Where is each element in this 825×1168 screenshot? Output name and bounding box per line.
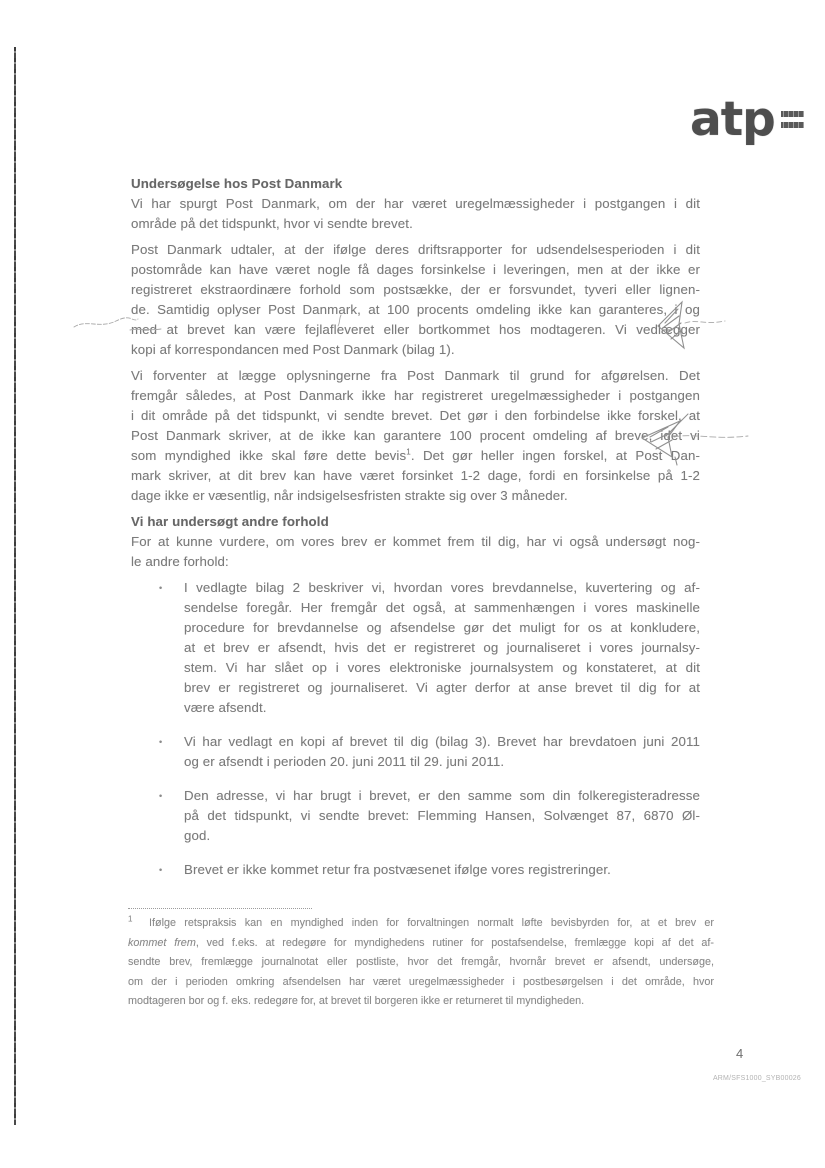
bullet-list bbox=[131, 578, 700, 880]
text-line: sendte brev, fremlægge journalnotat eller postliste, hvor det fremgår, hvornår brevet er afsendt, undersøge, bbox=[128, 956, 714, 968]
text-line: med at brevet kan være fejlafleveret eller bortkommet hos modtageren. Vi vedlægger bbox=[131, 322, 700, 337]
atp-logo-text: atp bbox=[690, 92, 775, 147]
text-line: være afsendt. bbox=[184, 700, 267, 715]
bullet-icon: • bbox=[159, 865, 163, 875]
text-line: at et brev er afsendt, hvis det er registreret og journaliseret i vores journalsy- bbox=[184, 640, 700, 655]
text-line: stem. Vi har slået op i vores elektroniske journalsystem og konstateret, at dit bbox=[184, 660, 700, 675]
letter-body bbox=[131, 174, 700, 894]
list-item-text bbox=[184, 732, 700, 772]
section-heading: Vi har undersøgt andre forhold bbox=[131, 514, 329, 529]
list-item-text bbox=[184, 860, 700, 880]
text-line: le andre forhold: bbox=[131, 554, 229, 569]
left-margin-pencil-line-icon bbox=[72, 310, 140, 334]
text-line: postområde kan have været nogle få dages forsinkelse i leveringen, men at der ikke er bbox=[131, 262, 700, 277]
text-line: Vi forventer at lægge oplysningerne fra Post Danmark til grund for afgørelsen. Det bbox=[131, 368, 700, 383]
text-line: procedure for brevdannelse og afsendelse gør det muligt for os at konkludere, bbox=[184, 620, 700, 635]
section-heading: Undersøgelse hos Post Danmark bbox=[131, 176, 343, 191]
scan-artifact-line bbox=[14, 47, 16, 1125]
list-item bbox=[131, 578, 700, 718]
text-line: dage ikke er væsentlig, når indsigelsesfristen strakte sig over 3 måneder. bbox=[131, 488, 568, 503]
footnote-text bbox=[128, 914, 714, 1012]
text-line: kopi af korrespondancen med Post Danmark (bilag 1). bbox=[131, 342, 455, 357]
text-line: som myndighed ikke skal føre dette bevis$^1$. Det gør heller ingen forskel, at Post Dan- bbox=[131, 447, 701, 463]
bullet-icon: • bbox=[159, 583, 163, 593]
text-line: registreret ekstraordinære forhold som postsække, der er forsvundet, tyveri eller lignen- bbox=[131, 282, 700, 297]
text-line: og er afsendt i perioden 20. juni 2011 til 29. juni 2011. bbox=[184, 754, 505, 769]
footnote-separator bbox=[128, 908, 312, 909]
paragraph bbox=[131, 532, 700, 572]
text-line: Brevet er ikke kommet retur fra postvæsenet ifølge vores registreringer. bbox=[184, 862, 611, 877]
text-line: I vedlagte bilag 2 beskriver vi, hvordan vores brevdannelse, kuvertering og af- bbox=[184, 580, 700, 595]
text-line: om der i perioden omkring afsendelsen har været uregelmæssigheder i postbesørgelsen i det område, hvor bbox=[128, 975, 714, 988]
text-line: de. Samtidig oplyser Post Danmark, at 100 procents omdeling ikke kan garanteres, i og bbox=[131, 302, 700, 317]
document-code: ARM/SFS1000_SYB00026 bbox=[712, 1075, 801, 1082]
list-item bbox=[131, 860, 700, 880]
text-line: kommet frem, ved f.eks. at redegøre for myndighedens rutiner for postafsendelse, fremlægge kopi af det af- bbox=[128, 936, 714, 949]
text-line: sendelse foregår. Her fremgår det også, at sammenhængen i vores maskinelle bbox=[184, 600, 700, 615]
text-line: på det tidspunkt, vi sendte brevet: Flemming Hansen, Solvænget 87, 6870 Øl- bbox=[184, 808, 700, 823]
bullet-icon: • bbox=[159, 737, 163, 747]
page-number: 4 bbox=[736, 1046, 744, 1061]
list-item bbox=[131, 786, 700, 846]
text-line: i dit område på det tidspunkt, vi sendte brevet. Det gør i den forbindelse ikke forskel, at bbox=[131, 408, 700, 423]
footnote bbox=[128, 908, 714, 1012]
atp-logo-equals-icon bbox=[781, 111, 804, 128]
atp-logo bbox=[690, 92, 804, 147]
paragraph bbox=[131, 366, 700, 506]
text-line: mark skriver, at dit brev kan have været forsinket 1-2 dage, fordi en forsinkelse på 1-2 bbox=[131, 468, 700, 483]
paragraph bbox=[131, 194, 700, 234]
text-line: Den adresse, vi har brugt i brevet, er den samme som din folkeregisteradresse bbox=[184, 788, 700, 803]
text-line: god. bbox=[184, 828, 211, 843]
text-line: Vi har vedlagt en kopi af brevet til dig (bilag 3). Brevet har brevdatoen juni 2011 bbox=[184, 734, 700, 749]
text-line: Post Danmark skriver, at de ikke kan garantere 100 procent omdeling af breve, idet vi bbox=[131, 428, 700, 443]
text-line: Post Danmark udtaler, at der ifølge deres driftsrapporter for udsendelsesperioden i dit bbox=[131, 242, 700, 257]
list-item bbox=[131, 732, 700, 772]
bullet-icon: • bbox=[159, 791, 163, 801]
text-line: brev er registreret og journaliseret. Vi agter derfor at anse brevet til dig for at bbox=[184, 680, 700, 695]
text-line: fremgår således, at Post Danmark ikke har registreret uregelmæssigheder i postgangen bbox=[131, 388, 700, 403]
paragraph bbox=[131, 240, 700, 360]
list-item-text bbox=[184, 786, 700, 846]
text-line: $^1$ Ifølge retspraksis kan en myndighed inden for forvaltningen normalt løfte bevisbyrden for, at et brev er bbox=[128, 914, 714, 929]
text-line: modtageren bor og f. eks. redegøre for, at brevet til borgeren ikke er returneret til myndigheden. bbox=[128, 995, 585, 1007]
list-item-text bbox=[184, 578, 700, 718]
text-line: For at kunne vurdere, om vores brev er kommet frem til dig, har vi også undersøgt nog- bbox=[131, 534, 700, 549]
text-line: område på det tidspunkt, hvor vi sendte brevet. bbox=[131, 216, 413, 231]
text-line: Vi har spurgt Post Danmark, om der har været uregelmæssigheder i postgangen i dit bbox=[131, 196, 700, 211]
